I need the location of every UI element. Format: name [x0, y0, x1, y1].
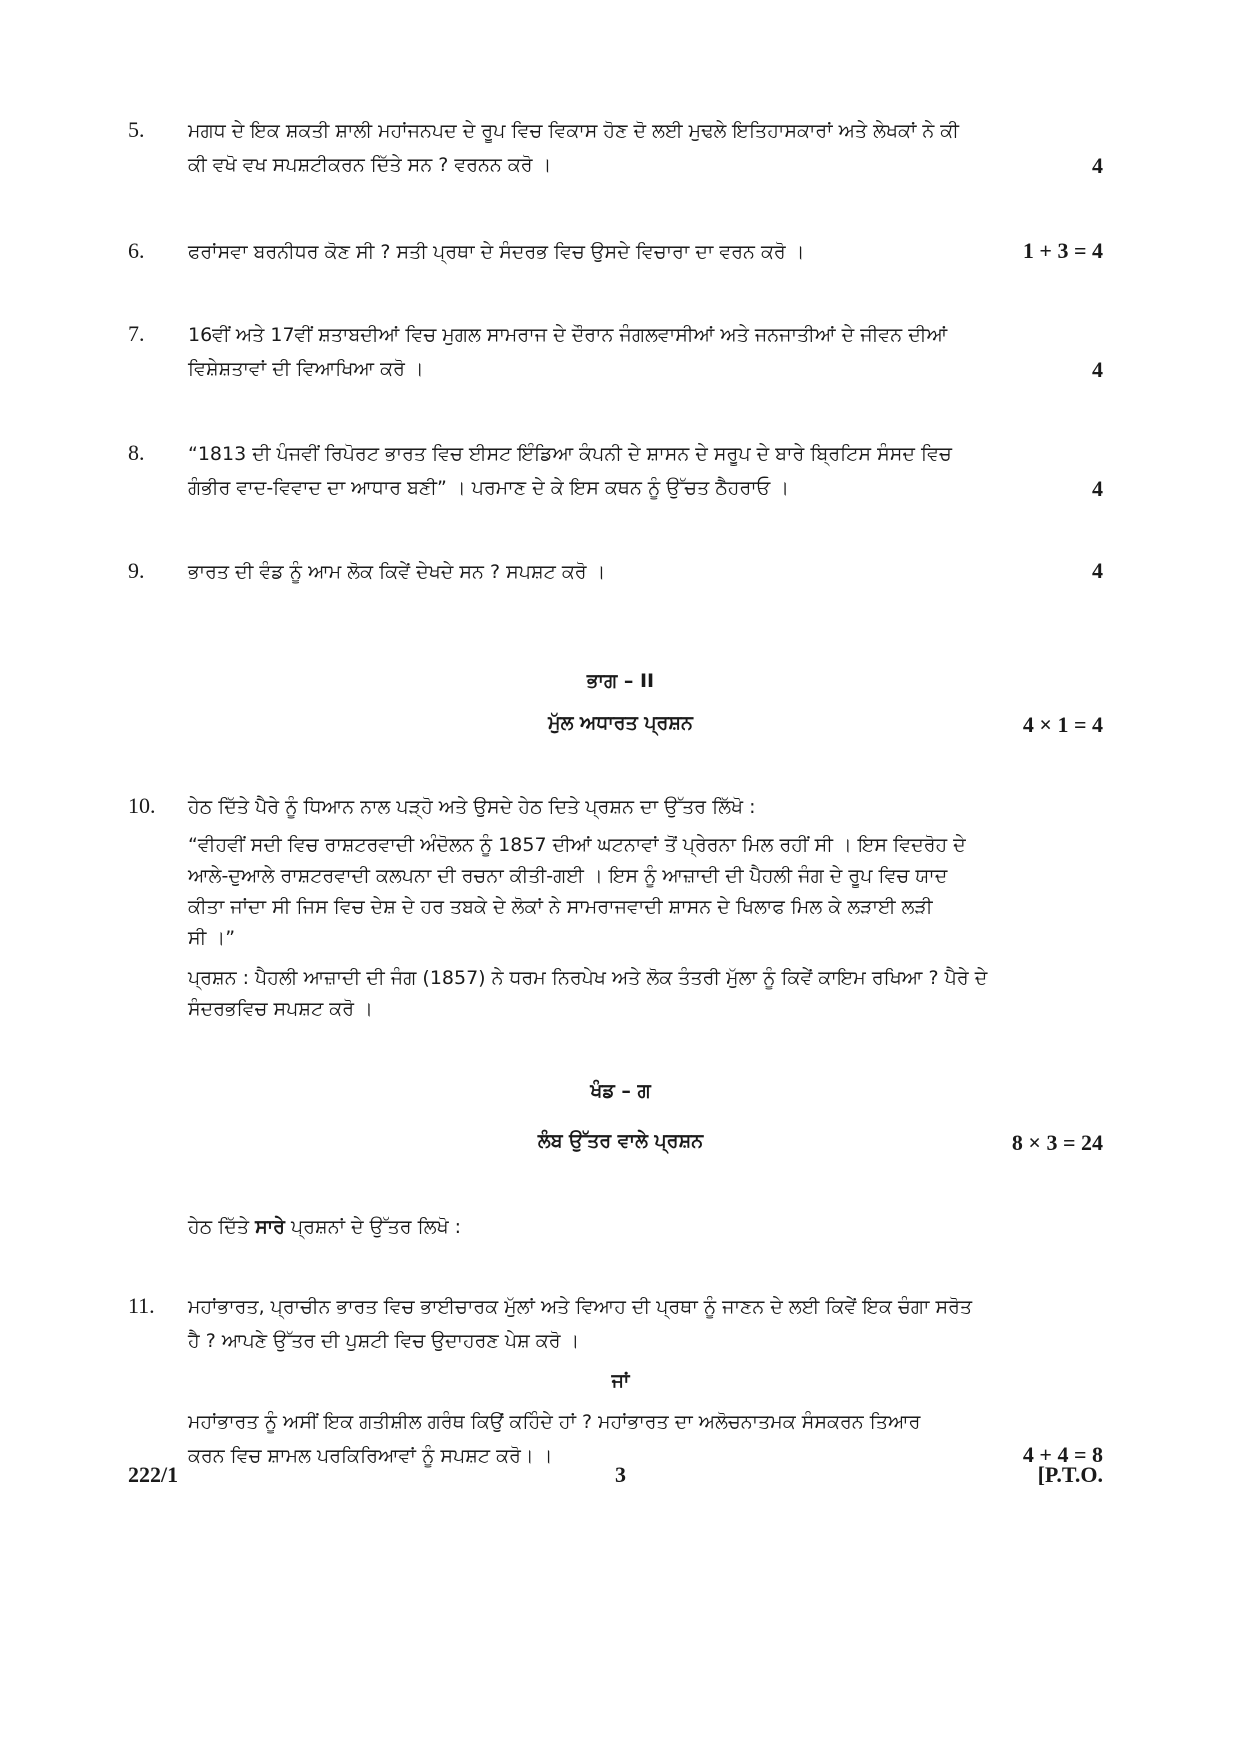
- question-text: [188, 437, 1068, 505]
- question-number: 5.: [128, 117, 145, 142]
- text-line: ਮਹਾਂਭਾਰਤ, ਪ੍ਰਾਚੀਨ ਭਾਰਤ ਵਿਚ ਭਾਈਚਾਰਕ ਮੁੱਲਾਂ ਅਤੇ ਵਿਆਹ ਦੀ ਪ੍ਰਥਾ ਨੂੰ ਜਾਣਨ ਦੇ ਲਈ ਕਿਵੇਂ ਇਕ ਚੰਗਾ ਸਰੋਤ: [188, 1296, 973, 1318]
- question-number: 11.: [128, 1293, 155, 1318]
- marks: 4: [1092, 476, 1103, 501]
- question-number: 6.: [128, 238, 145, 263]
- text-line: ਪ੍ਰਸ਼ਨ : ਪੈਹਲੀ ਆਜ਼ਾਦੀ ਦੀ ਜੰਗ (1857) ਨੇ ਧਰਮ ਨਿਰਪੇਖ ਅਤੇ ਲੋਕ ਤੰਤਰੀ ਮੁੱਲਾ ਨੂੰ ਕਿਵੇਂ ਕਾਇਮ ਰਖਿਆ ? ਪੈਰੇ ਦੇ: [188, 967, 988, 989]
- or-separator: ਜਾਂ: [611, 1370, 630, 1392]
- question-number: 10.: [128, 793, 156, 818]
- part-subheading: ਮੁੱਲ ਅਧਾਰਤ ਪ੍ਰਸ਼ਨ: [548, 712, 693, 734]
- section-heading: ਖੰਡ – ਗ: [590, 1080, 651, 1102]
- marks: 4: [1092, 357, 1103, 382]
- passage-line: ਸੀ ।”: [188, 927, 236, 949]
- text-line: ਸੰਦਰਭਵਿਚ ਸਪਸ਼ਟ ਕਰੋ ।: [188, 998, 373, 1020]
- paper-code: 222/1: [128, 1462, 179, 1487]
- question-text: [188, 318, 1068, 386]
- question-text: [188, 114, 1068, 182]
- section-marks: 8 × 3 = 24: [1011, 1130, 1103, 1155]
- part-heading: ਭਾਗ – II: [586, 670, 655, 692]
- text-line: ਗੰਭੀਰ ਵਾਦ-ਵਿਵਾਦ ਦਾ ਆਧਾਰ ਬਣੀ” । ਪਰਮਾਣ ਦੇ ਕੇ ਇਸ ਕਥਨ ਨੂੰ ਉੱਚਤ ਠੈਹਰਾਓ ।: [188, 477, 790, 499]
- question-number: 8.: [128, 440, 145, 465]
- passage: [188, 830, 1068, 954]
- passage-question: [188, 963, 1068, 1025]
- text-line: ਭਾਰਤ ਦੀ ਵੰਡ ਨੂੰ ਆਮ ਲੋਕ ਕਿਵੇਂ ਦੇਖਦੇ ਸਨ ? ਸਪਸ਼ਟ ਕਰੋ ।: [188, 561, 606, 583]
- text-line: ਮਹਾਂਭਾਰਤ ਨੂੰ ਅਸੀਂ ਇਕ ਗਤੀਸ਼ੀਲ ਗਰੰਥ ਕਿਉਂ ਕਹਿੰਦੇ ਹਾਂ ? ਮਹਾਂਭਾਰਤ ਦਾ ਅਲੋਚਨਾਤਮਕ ਸੰਸਕਰਨ ਤਿਆਰ: [188, 1411, 921, 1433]
- text-line: ਫਰਾਂਸਵਾ ਬਰਨੀਧਰ ਕੋਣ ਸੀ ? ਸਤੀ ਪ੍ਰਥਾ ਦੇ ਸੰਦਰਭ ਵਿਚ ਉਸਦੇ ਵਿਚਾਰਾ ਦਾ ਵਰਨ ਕਰੋ ।: [188, 241, 805, 263]
- text-line: ਕਰਨ ਵਿਚ ਸ਼ਾਮਲ ਪਰਕਿਰਿਆਵਾਂ ਨੂੰ ਸਪਸ਼ਟ ਕਰੋ। ।: [188, 1445, 553, 1467]
- question-text: [188, 1290, 1068, 1358]
- instruction-text: ਪ੍ਰਸ਼ਨਾਂ ਦੇ ਉੱਤਰ ਲਿਖੋ :: [284, 1216, 462, 1238]
- marks: 4: [1092, 153, 1103, 178]
- question-text: [188, 555, 1068, 589]
- page-number: 3: [615, 1462, 626, 1487]
- instruction-text: ਹੇਠ ਦਿੱਤੇ: [188, 1216, 256, 1238]
- marks: 4: [1092, 558, 1103, 583]
- marks: 4 + 4 = 8: [1022, 1442, 1103, 1467]
- text-line: ਹੈ ? ਆਪਣੇ ਉੱਤਰ ਦੀ ਪੁਸ਼ਟੀ ਵਿਚ ਉਦਾਹਰਣ ਪੇਸ਼ ਕਰੋ ।: [188, 1330, 580, 1352]
- part-marks: 4 × 1 = 4: [1022, 712, 1103, 737]
- question-number: 7.: [128, 321, 145, 346]
- section-instruction: [188, 1210, 1068, 1244]
- text-line: “1813 ਦੀ ਪੰਜਵੀਂ ਰਿਪੋਰਟ ਭਾਰਤ ਵਿਚ ਈਸਟ ਇੰਡਿਆ ਕੰਪਨੀ ਦੇ ਸ਼ਾਸਨ ਦੇ ਸਰੂਪ ਦੇ ਬਾਰੇ ਬ੍ਰਿਟਿਸ ਸੰਸਦ ਵਿਚ: [188, 443, 952, 465]
- question-text: [188, 235, 1068, 269]
- section-subheading: ਲੰਬ ਉੱਤਰ ਵਾਲੇ ਪ੍ਰਸ਼ਨ: [537, 1130, 704, 1152]
- marks: 1 + 3 = 4: [1022, 238, 1103, 263]
- passage-line: ਕੀਤਾ ਜਾਂਦਾ ਸੀ ਜਿਸ ਵਿਚ ਦੇਸ਼ ਦੇ ਹਰ ਤਬਕੇ ਦੇ ਲੋਕਾਂ ਨੇ ਸਾਮਰਾਜਵਾਦੀ ਸ਼ਾਸਨ ਦੇ ਖਿਲਾਫ ਮਿਲ ਕੇ ਲੜਾਈ ਲੜੀ: [188, 896, 933, 918]
- passage-line: “ਵੀਹਵੀਂ ਸਦੀ ਵਿਚ ਰਾਸ਼ਟਰਵਾਦੀ ਅੰਦੋਲਨ ਨੂੰ 1857 ਦੀਆਂ ਘਟਨਾਵਾਂ ਤੋਂ ਪ੍ਰੇਰਨਾ ਮਿਲ ਰਹੀਂ ਸੀ । ਇਸ ਵਿਦਰੋਹ ਦੇ: [188, 834, 966, 856]
- text-line: ਹੇਠ ਦਿੱਤੇ ਪੈਰੇ ਨੂੰ ਧਿਆਨ ਨਾਲ ਪੜ੍ਹੋ ਅਤੇ ਉਸਦੇ ਹੇਠ ਦਿਤੇ ਪ੍ਰਸ਼ਨ ਦਾ ਉੱਤਰ ਲਿੱਖੋ :: [188, 796, 756, 818]
- text-line: ਕੀ ਵਖੋ ਵਖ ਸਪਸ਼ਟੀਕਰਨ ਦਿੱਤੇ ਸਨ ? ਵਰਨਨ ਕਰੋ ।: [188, 154, 552, 176]
- instruction-emphasis: ਸਾਰੇ: [255, 1216, 285, 1238]
- passage-line: ਆਲੇ-ਦੁਆਲੇ ਰਾਸ਼ਟਰਵਾਦੀ ਕਲਪਨਾ ਦੀ ਰਚਨਾ ਕੀਤੀ-ਗਈ । ਇਸ ਨੂੰ ਆਜ਼ਾਦੀ ਦੀ ਪੈਹਲੀ ਜੰਗ ਦੇ ਰੂਪ ਵਿਚ ਯਾਦ: [188, 865, 948, 887]
- please-turn-over: [P.T.O.: [1037, 1462, 1103, 1487]
- question-number: 9.: [128, 558, 145, 583]
- text-line: ਵਿਸ਼ੇਸ਼ਤਾਵਾਂ ਦੀ ਵਿਆਖਿਆ ਕਰੋ ।: [188, 358, 424, 380]
- question-intro: [188, 790, 1068, 824]
- text-line: 16ਵੀਂ ਅਤੇ 17ਵੀਂ ਸ਼ਤਾਬਦੀਆਂ ਵਿਚ ਮੁਗਲ ਸਾਮਰਾਜ ਦੇ ਦੌਰਾਨ ਜੰਗਲਵਾਸੀਆਂ ਅਤੇ ਜਨਜਾਤੀਆਂ ਦੇ ਜੀਵਨ ਦੀਆਂ: [188, 324, 948, 346]
- text-line: ਮਗਧ ਦੇ ਇਕ ਸ਼ਕਤੀ ਸ਼ਾਲੀ ਮਹਾਂਜਨਪਦ ਦੇ ਰੂਪ ਵਿਚ ਵਿਕਾਸ ਹੋਣ ਦੋ ਲਈ ਮੁਢਲੇ ਇਤਿਹਾਸਕਾਰਾਂ ਅਤੇ ਲੇਖਕਾਂ ਨੇ ਕੀ: [188, 120, 959, 142]
